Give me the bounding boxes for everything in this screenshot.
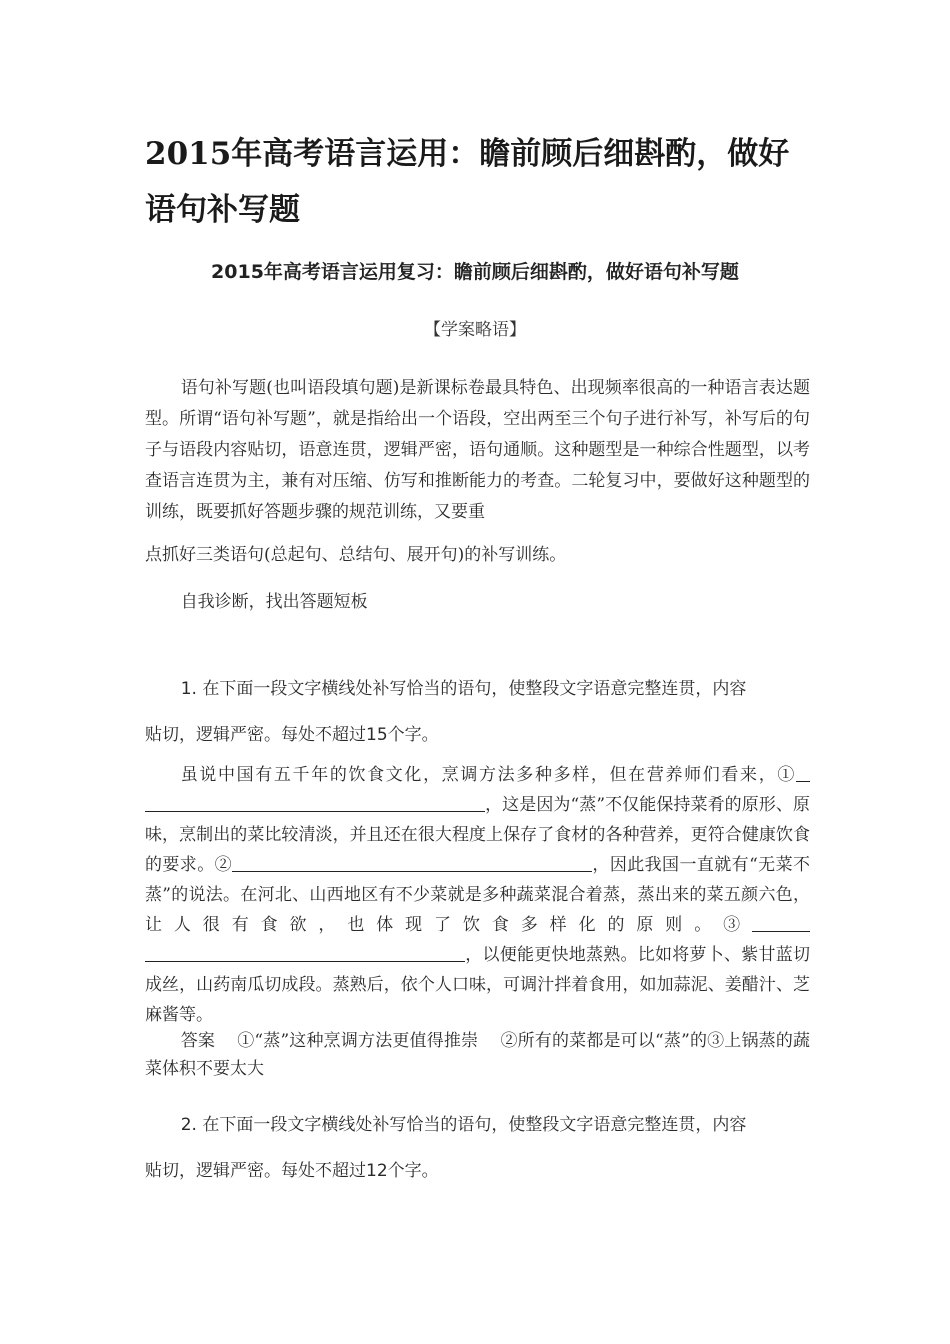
passage-part-4: ，以便能更快地蒸熟。比如将萝卜、紫甘蓝切成丝，山药南瓜切成段。蒸熟后，依个人口味，可调汁拌着食用，如加蒜泥、姜醋汁、芝麻酱等。 — [145, 945, 810, 1025]
blank-3-start[interactable] — [752, 914, 810, 932]
question-2-instruction-line1: 在下面一段文字横线处补写恰当的语句，使整段文字语意完整连贯，内容 — [202, 1115, 747, 1135]
question-2-instruction-text: 贴切，逻辑严密。每处不超过 — [145, 1161, 366, 1181]
question-2-instruction-suffix: 个字。 — [387, 1161, 439, 1181]
section-label: 【学案略语】 — [424, 320, 526, 340]
question-2-instruction — [145, 1110, 810, 1186]
blank-1-start[interactable] — [796, 764, 810, 782]
question-2-number: 2. — [180, 1115, 197, 1135]
passage-part-3: ，因此我国一直就有“无菜不蒸”的说法。在河北、山西地区有不少菜就是多种蔬菜混合着蒸，蒸出来的菜五颜六色，让人很有食欲，也体现了饮食多样化的原则。③ — [145, 855, 810, 935]
document-title: 2015年高考语言运用：瞻前顾后细斟酌，做好语句补写题 — [145, 136, 790, 228]
question-1-instruction-suffix: 个字。 — [387, 725, 439, 745]
intro-text: 语句补写题(也叫语段填句题)是新课标卷最具特色、出现频率很高的一种语言表达题型。所谓“语句补写题”，就是指给出一个语段，空出两至三个句子进行补写，补写后的句子与语段内容贴切，语意连贯，逻辑严密，语句通顺。这种题型是一种综合性题型，以考查语言连贯为主，兼有对压缩、仿写和推断能力的考查。二轮复习中，要做好这种题型的训练，既要抓好答题步骤的规范训练，又要重 — [145, 378, 810, 522]
document-subtitle: 2015年高考语言运用复习：瞻前顾后细斟酌，做好语句补写题 — [211, 261, 739, 283]
question-2-instruction-line2 — [145, 1156, 810, 1186]
answer-label: 答案 — [180, 1031, 216, 1051]
passage-part-1: 虽说中国有五千年的饮食文化，烹调方法多种多样，但在营养师们看来，① — [180, 765, 796, 785]
question-1-answer — [145, 1027, 810, 1083]
question-1-instruction-text: 贴切，逻辑严密。每处不超过 — [145, 725, 366, 745]
passage-part-2: ，这是因为“蒸”不仅能保持菜肴的原形、原味，烹制出的菜比较清淡，并且还在很大程度上保存了食材的各种营养，更符合健康饮食的要求。② — [145, 795, 810, 875]
question-1-instruction — [145, 674, 810, 750]
blank-1[interactable] — [145, 794, 485, 812]
blank-3[interactable] — [145, 944, 465, 962]
question-1-passage — [145, 760, 810, 1030]
intro-paragraph — [145, 373, 810, 571]
answer-2: ②所有的菜都是可以“蒸”的 — [500, 1031, 708, 1051]
question-2-limit: 12 — [366, 1161, 388, 1181]
question-1-instruction-line2 — [145, 720, 810, 750]
diagnosis-heading: 自我诊断，找出答题短板 — [180, 592, 368, 612]
blank-2[interactable] — [232, 854, 592, 872]
question-1-number: 1. — [180, 679, 197, 699]
question-1-instruction-line1: 在下面一段文字横线处补写恰当的语句，使整段文字语意完整连贯，内容 — [202, 679, 747, 699]
intro-last-line: 点抓好三类语句(总起句、总结句、展开句)的补写训练。 — [145, 545, 567, 565]
question-1-limit: 15 — [366, 725, 388, 745]
answer-3: ③上锅蒸的蔬菜体积不要太大 — [145, 1031, 811, 1079]
answer-1: ①“蒸”这种烹调方法更值得推崇 — [237, 1031, 479, 1051]
